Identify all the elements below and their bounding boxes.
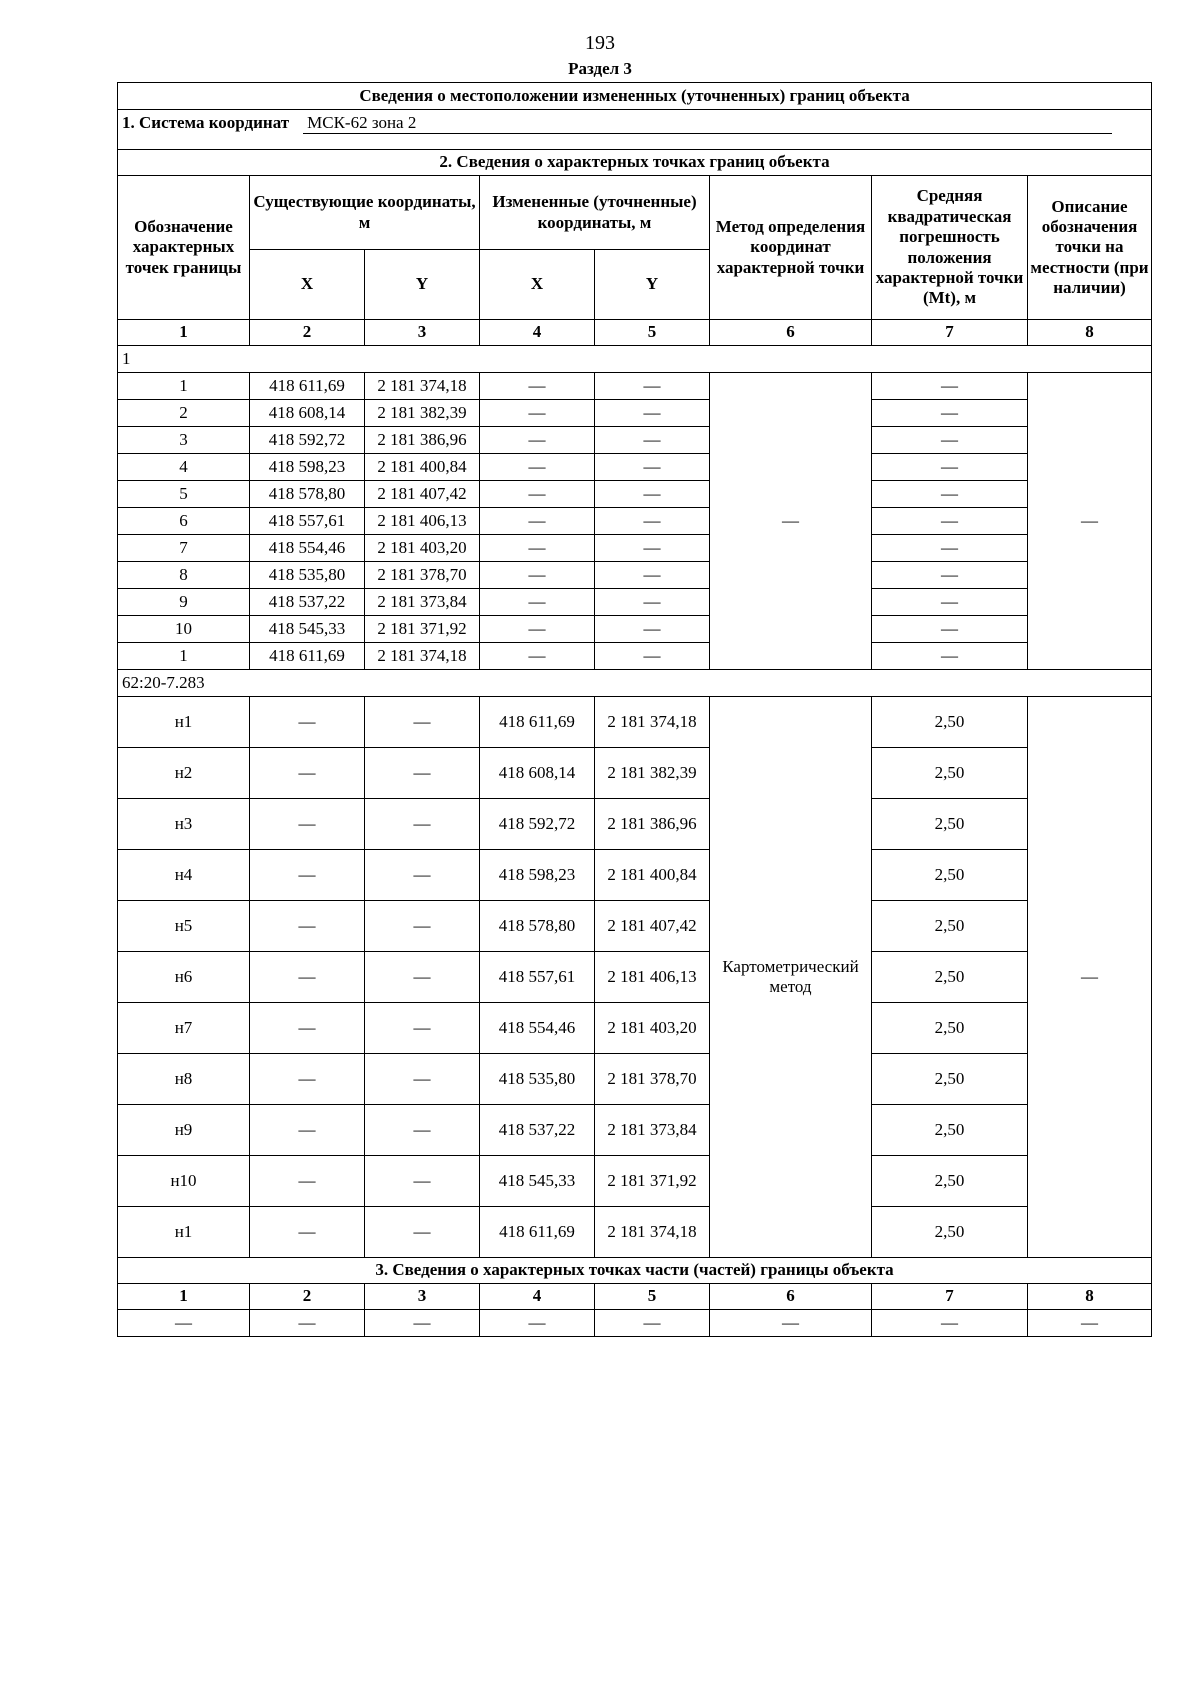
column-number: 5: [595, 320, 710, 346]
column-number: 3: [365, 1284, 480, 1310]
existing-y: —: [365, 1105, 480, 1156]
changed-x: 418 592,72: [480, 799, 595, 850]
changed-y: —: [595, 481, 710, 508]
changed-x: 418 611,69: [480, 697, 595, 748]
existing-y: —: [365, 1003, 480, 1054]
table-row: [118, 535, 1152, 562]
empty-cell: —: [872, 1310, 1028, 1337]
error: —: [872, 481, 1028, 508]
header-point: Обозначение характерных точек границы: [118, 176, 250, 320]
point-name: н6: [118, 952, 250, 1003]
existing-y: —: [365, 1207, 480, 1258]
column-number: 5: [595, 1284, 710, 1310]
point-name: н3: [118, 799, 250, 850]
error: —: [872, 373, 1028, 400]
header-existing-x: X: [250, 250, 365, 320]
changed-y: 2 181 403,20: [595, 1003, 710, 1054]
existing-x: 418 545,33: [250, 616, 365, 643]
changed-x: —: [480, 535, 595, 562]
changed-x: —: [480, 616, 595, 643]
existing-x: 418 557,61: [250, 508, 365, 535]
description: —: [1028, 373, 1152, 670]
method: —: [710, 373, 872, 670]
point-name: 2: [118, 400, 250, 427]
page-number: 193: [585, 32, 615, 54]
section-title: Раздел 3: [568, 59, 632, 78]
changed-y: —: [595, 373, 710, 400]
existing-x: —: [250, 850, 365, 901]
point-name: 9: [118, 589, 250, 616]
column-number: 1: [118, 320, 250, 346]
existing-x: —: [250, 901, 365, 952]
point-name: 5: [118, 481, 250, 508]
column-number: 7: [872, 1284, 1028, 1310]
existing-x: 418 535,80: [250, 562, 365, 589]
existing-y: 2 181 374,18: [365, 643, 480, 670]
point-name: 1: [118, 373, 250, 400]
error: 2,50: [872, 1105, 1028, 1156]
existing-x: —: [250, 1003, 365, 1054]
header-changed: Измененные (уточненные) координаты, м: [480, 176, 710, 250]
error: 2,50: [872, 1003, 1028, 1054]
existing-y: 2 181 371,92: [365, 616, 480, 643]
error: 2,50: [872, 850, 1028, 901]
existing-y: —: [365, 901, 480, 952]
existing-x: 418 537,22: [250, 589, 365, 616]
error: 2,50: [872, 1207, 1028, 1258]
point-name: 6: [118, 508, 250, 535]
table-row: [118, 799, 1152, 850]
header-existing-y: Y: [365, 250, 480, 320]
error: —: [872, 535, 1028, 562]
changed-x: 418 554,46: [480, 1003, 595, 1054]
table-row: [118, 454, 1152, 481]
changed-x: —: [480, 643, 595, 670]
changed-y: 2 181 378,70: [595, 1054, 710, 1105]
changed-x: —: [480, 454, 595, 481]
existing-x: 418 554,46: [250, 535, 365, 562]
header-error: Средняя квадратическая погрешность положения характерной точки (Mt), м: [872, 176, 1028, 320]
group2-label: 62:20-7.283: [118, 670, 1152, 697]
header-method: Метод определения координат характерной точки: [710, 176, 872, 320]
table-row: [118, 508, 1152, 535]
existing-x: —: [250, 952, 365, 1003]
table-row: [118, 1156, 1152, 1207]
changed-x: —: [480, 373, 595, 400]
table-row: [118, 562, 1152, 589]
header-existing: Существующие координаты, м: [250, 176, 480, 250]
column-number: 8: [1028, 1284, 1152, 1310]
table-row: [118, 1207, 1152, 1258]
column-number: 4: [480, 1284, 595, 1310]
changed-y: 2 181 400,84: [595, 850, 710, 901]
changed-y: —: [595, 508, 710, 535]
empty-cell: —: [250, 1310, 365, 1337]
changed-x: 418 537,22: [480, 1105, 595, 1156]
empty-cell: —: [365, 1310, 480, 1337]
coordinate-system-label: 1. Система координат: [122, 113, 290, 132]
table-row: [118, 400, 1152, 427]
point-name: н4: [118, 850, 250, 901]
table-row: [118, 589, 1152, 616]
existing-y: 2 181 378,70: [365, 562, 480, 589]
point-name: н10: [118, 1156, 250, 1207]
existing-y: —: [365, 1156, 480, 1207]
changed-y: 2 181 406,13: [595, 952, 710, 1003]
point-name: н1: [118, 697, 250, 748]
error: —: [872, 454, 1028, 481]
existing-x: —: [250, 748, 365, 799]
changed-y: 2 181 371,92: [595, 1156, 710, 1207]
error: 2,50: [872, 697, 1028, 748]
error: —: [872, 616, 1028, 643]
changed-x: —: [480, 589, 595, 616]
point-name: н9: [118, 1105, 250, 1156]
changed-y: 2 181 386,96: [595, 799, 710, 850]
existing-y: —: [365, 952, 480, 1003]
error: —: [872, 562, 1028, 589]
empty-cell: —: [595, 1310, 710, 1337]
changed-y: —: [595, 427, 710, 454]
column-number: 1: [118, 1284, 250, 1310]
changed-y: 2 181 382,39: [595, 748, 710, 799]
error: 2,50: [872, 1156, 1028, 1207]
point-name: 3: [118, 427, 250, 454]
point-name: 7: [118, 535, 250, 562]
existing-x: 418 592,72: [250, 427, 365, 454]
existing-y: 2 181 373,84: [365, 589, 480, 616]
column-number: 7: [872, 320, 1028, 346]
existing-x: 418 611,69: [250, 643, 365, 670]
point-name: 8: [118, 562, 250, 589]
error: —: [872, 508, 1028, 535]
point-name: 10: [118, 616, 250, 643]
changed-y: —: [595, 535, 710, 562]
existing-y: 2 181 406,13: [365, 508, 480, 535]
existing-y: 2 181 403,20: [365, 535, 480, 562]
existing-y: 2 181 382,39: [365, 400, 480, 427]
changed-x: 418 545,33: [480, 1156, 595, 1207]
changed-x: —: [480, 400, 595, 427]
error: —: [872, 589, 1028, 616]
point-name: н7: [118, 1003, 250, 1054]
description: —: [1028, 697, 1152, 1258]
column-number: 6: [710, 1284, 872, 1310]
changed-x: 418 611,69: [480, 1207, 595, 1258]
changed-y: —: [595, 589, 710, 616]
changed-x: 418 535,80: [480, 1054, 595, 1105]
coordinate-system-row: [118, 110, 1152, 150]
column-number: 2: [250, 1284, 365, 1310]
existing-x: 418 598,23: [250, 454, 365, 481]
point-name: 4: [118, 454, 250, 481]
existing-x: —: [250, 1207, 365, 1258]
changed-y: —: [595, 562, 710, 589]
empty-cell: —: [118, 1310, 250, 1337]
empty-cell: —: [710, 1310, 872, 1337]
existing-y: 2 181 407,42: [365, 481, 480, 508]
error: —: [872, 643, 1028, 670]
existing-x: 418 611,69: [250, 373, 365, 400]
point-name: н2: [118, 748, 250, 799]
existing-y: —: [365, 697, 480, 748]
changed-x: 418 598,23: [480, 850, 595, 901]
existing-y: —: [365, 799, 480, 850]
changed-y: 2 181 374,18: [595, 1207, 710, 1258]
coordinate-system-value: МСК-62 зона 2: [303, 113, 1112, 134]
header-changed-x: X: [480, 250, 595, 320]
table-row: [118, 1054, 1152, 1105]
table-title: Сведения о местоположении измененных (уточненных) границ объекта: [118, 83, 1152, 110]
column-number: 2: [250, 320, 365, 346]
group1-label: 1: [118, 346, 1152, 373]
empty-cell: —: [480, 1310, 595, 1337]
changed-x: —: [480, 562, 595, 589]
existing-y: 2 181 400,84: [365, 454, 480, 481]
existing-y: —: [365, 748, 480, 799]
point-name: н1: [118, 1207, 250, 1258]
changed-y: —: [595, 454, 710, 481]
error: 2,50: [872, 901, 1028, 952]
column-numbers-row: [118, 1284, 1152, 1310]
table-row: [118, 616, 1152, 643]
existing-x: —: [250, 1156, 365, 1207]
changed-x: 418 608,14: [480, 748, 595, 799]
part2-title: 2. Сведения о характерных точках границ объекта: [118, 150, 1152, 176]
boundary-table: [117, 82, 1152, 1337]
header-changed-y: Y: [595, 250, 710, 320]
column-number: 6: [710, 320, 872, 346]
existing-y: —: [365, 850, 480, 901]
changed-y: 2 181 407,42: [595, 901, 710, 952]
column-number: 3: [365, 320, 480, 346]
existing-x: —: [250, 697, 365, 748]
existing-y: 2 181 374,18: [365, 373, 480, 400]
changed-y: —: [595, 400, 710, 427]
table-row: [118, 427, 1152, 454]
table-row: [118, 1310, 1152, 1337]
error: 2,50: [872, 1054, 1028, 1105]
column-number: 4: [480, 320, 595, 346]
error: 2,50: [872, 799, 1028, 850]
changed-y: 2 181 373,84: [595, 1105, 710, 1156]
existing-x: —: [250, 1054, 365, 1105]
header-description: Описание обозначения точки на местности (при наличии): [1028, 176, 1152, 320]
error: 2,50: [872, 748, 1028, 799]
error: 2,50: [872, 952, 1028, 1003]
table-row: [118, 697, 1152, 748]
point-name: н8: [118, 1054, 250, 1105]
existing-x: —: [250, 799, 365, 850]
existing-x: —: [250, 1105, 365, 1156]
changed-y: 2 181 374,18: [595, 697, 710, 748]
table-row: [118, 373, 1152, 400]
table-row: [118, 1003, 1152, 1054]
point-name: 1: [118, 643, 250, 670]
table-row: [118, 901, 1152, 952]
changed-x: 418 557,61: [480, 952, 595, 1003]
changed-x: —: [480, 427, 595, 454]
table-row: [118, 643, 1152, 670]
part3-title: 3. Сведения о характерных точках части (частей) границы объекта: [118, 1258, 1152, 1284]
table-row: [118, 952, 1152, 1003]
changed-y: —: [595, 643, 710, 670]
changed-x: —: [480, 508, 595, 535]
point-name: н5: [118, 901, 250, 952]
table-row: [118, 748, 1152, 799]
existing-x: 418 578,80: [250, 481, 365, 508]
changed-x: —: [480, 481, 595, 508]
table-row: [118, 850, 1152, 901]
error: —: [872, 400, 1028, 427]
column-number: 8: [1028, 320, 1152, 346]
changed-x: 418 578,80: [480, 901, 595, 952]
error: —: [872, 427, 1028, 454]
existing-y: —: [365, 1054, 480, 1105]
existing-x: 418 608,14: [250, 400, 365, 427]
table-row: [118, 481, 1152, 508]
existing-y: 2 181 386,96: [365, 427, 480, 454]
changed-y: —: [595, 616, 710, 643]
method: Картометрический метод: [710, 697, 872, 1258]
empty-cell: —: [1028, 1310, 1152, 1337]
column-numbers-row: [118, 320, 1152, 346]
table-row: [118, 1105, 1152, 1156]
